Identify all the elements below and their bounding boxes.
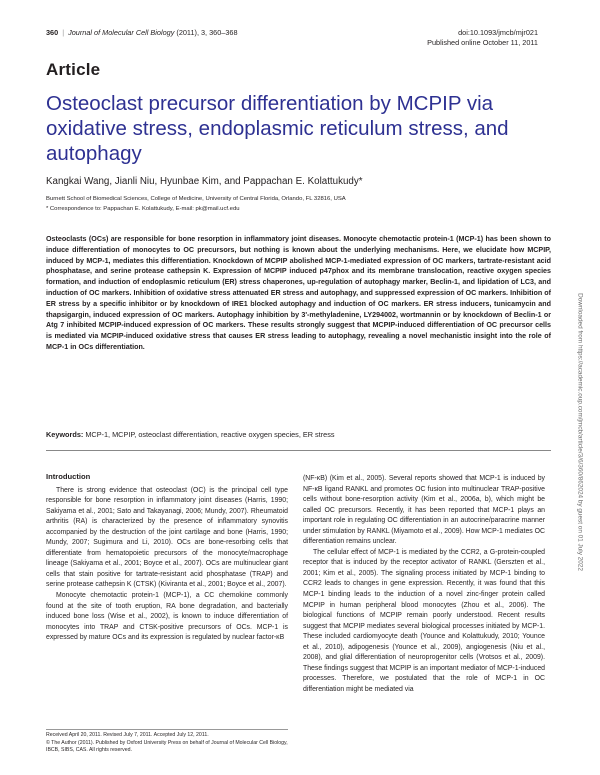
intro-heading: Introduction <box>46 472 91 481</box>
intro-paragraph-2: Monocyte chemotactic protein-1 (MCP-1), a CC chemokine commonly found at the site of tooth eruption, RA bone degradation, and bacterially induced bone loss (Wise et al., 2002), is known to induce differentiation of monocytes into TRAP and CTSK-positive precursors of OCs. MCP-1 is expressed by mature OCs and its expression is regulated by nuclear factor-κB <box>46 592 288 642</box>
doi-block <box>427 28 538 48</box>
journal-name: Journal of Molecular Cell Biology <box>68 28 175 37</box>
body-column-right <box>303 474 545 695</box>
keywords-line <box>46 430 335 439</box>
divider <box>46 450 551 451</box>
affiliation: Burnett School of Biomedical Sciences, College of Medicine, University of Central Florida, Orlando, FL 32816, USA <box>46 196 346 202</box>
body-column-left <box>46 472 288 644</box>
download-note: Downloaded from https://academic.oup.com/jmcb/article/3/6/360/862024 by guest on 01 July 2022 <box>576 293 584 571</box>
intro-paragraph-4: The cellular effect of MCP-1 is mediated by the CCR2, a G-protein-coupled receptor that is induced by the receptor activator of RANKL (Gerszten et al., 2001; Kim et al., 2005). The signaling process initiated by MCP-1 binding to CCR2 leads to changes in gene expression. Recently, it was found that this MCP-1 binding leads to the induction of a novel zinc-finger protein called MCPIP in human peripheral blood monocytes (Zhou et al., 2006). The biological functions of MCPIP remain poorly understood. Recent results suggest that MCPIP mediates several biological processes initiated by MCP-1. These included cardiomyocyte death (Younce and Kolattukudy, 2010; Younce et al., 2010), adipogenesis (Younce et al., 2009), angiogenesis (Niu et al., 2008), and glial differentiation of neuroprogenitor cells (Vrotsos et al., 2009). These findings suggest that MCPIP is an important mediator of MCP-1-induced processes. Therefore, we postulated that the role of MCP-1 in OC differentiation might be mediated via <box>303 548 545 693</box>
published-date: Published online October 11, 2011 <box>427 38 538 47</box>
abstract: Osteoclasts (OCs) are responsible for bone resorption in inflammatory joint diseases. Monocyte chemotactic protein-1 (MCP-1) has been shown to induce differentiation of monocytes to OC precursors, but nothing is known about the underlying mechanisms. Here, we elucidate how MCPIP, induced by MCP-1, mediates this differentiation. Knockdown of MCPIP abolished MCP-1-mediated expression of OC markers, tartrate-resistant acid phosphatase, and serine protease cathepsin K. Expression of MCPIP induced p47phox and its membrane translocation, reactive oxygen species formation, and induction of endoplasmic reticulum (ER) stress chaperones, up-regulation of autophagy marker, Beclin-1, and lipidation of LC3, and induction of OC markers. Inhibition of oxidative stress attenuated ER stress and autophagy, and suppressed expression of OC markers. Inhibition of ER stress by a specific inhibitor or by knockdown of IRE1 blocked autophagy and induction of OC markers. ER stress inducers, tunicamycin and thapsigargin, induced expression of OC markers. Autophagy inhibition by 3'-methyladenine, LY294002, wortmannin or by knockdown of Beclin-1 or Atg 7 inhibited MCPIP-induced expression of OC markers. These results strongly suggest that MCPIP-induced differentiation of OC precursor cells is mediated via MCPIP-induced oxidative stress that causes ER stress leading to autophagy, revealing a novel mechanistic insight into the role of MCP-1 in OCs differentiation. <box>46 235 551 351</box>
keywords: MCP-1, MCPIP, osteoclast differentiation, reactive oxygen species, ER stress <box>85 430 335 439</box>
doi[interactable]: doi:10.1093/jmcb/mjr021 <box>458 28 538 37</box>
author-list: Kangkai Wang, Jianli Niu, Hyunbae Kim, and Pappachan E. Kolattukudy* <box>46 176 363 187</box>
keywords-label: Keywords: <box>46 430 84 439</box>
copyright: © The Author (2011). Published by Oxford University Press on behalf of Journal of Molecular Cell Biology, IBCB, SIBS, CAS. All rights reserved. <box>46 739 288 754</box>
section-label: Article <box>46 60 101 79</box>
correspondence: * Correspondence to: Pappachan E. Kolattukudy, E-mail: pk@mail.ucf.edu <box>46 206 240 212</box>
page-number: 360 <box>46 28 59 37</box>
running-header <box>46 28 238 37</box>
header-separator: | <box>62 28 65 37</box>
download-watermark <box>574 222 586 642</box>
footnote <box>46 729 288 755</box>
intro-paragraph-1: There is strong evidence that osteoclast (OC) is the principal cell type responsible for bone resorption in inflammatory joint diseases (Harris, 1990; Sakiyama et al., 2001; Sato and Takayanagi, 2006; Mundy, 2007). Rheumatoid arthritis (RA) is characterized by the presence of inflammatory synovitis accompanied by the destruction of the joint cartilage and bone (Harris, 1990; Mundy, 2007; Sugimura and Li, 2010). OCs are bone-resorbing cells that differentiate from hematopoietic precursors of the monocyte/macrophage lineage (Sakiyama et al., 2001; Boyce et al., 2007). OCs are multinuclear giant cells that stain positive for tartrate-resistant acid phosphatase (TRAP) and serine protease cathepsin K (CTSK) (Kiviranta et al., 2001; Boyce et al., 2007). <box>46 486 288 589</box>
intro-paragraph-3: (NF-κB) (Kim et al., 2005). Several reports showed that MCP-1 is induced by NF-κB ligand RANKL and promotes OC fusion into multinuclear TRAP-positive cells without bone-resorption activity (Kim et al., 2006a, b), which might be called OC precursors. Recently, it has been reported that MCP-1 plays an important role in regulating OC differentiation in an autocrine/paracrine manner under stimulation by RANKL (Miyamoto et al., 2009). How MCP-1 mediates OC differentiation remains unclear. <box>303 475 545 546</box>
article-title: Osteoclast precursor differentiation by MCPIP via oxidative stress, endoplasmic reticulum stress, and autophagy <box>46 92 509 165</box>
affiliation-block <box>46 194 346 214</box>
received-dates: Received April 20, 2011. Revised July 7, 2011. Accepted July 12, 2011. <box>46 732 209 738</box>
journal-citation: (2011), 3, 360–368 <box>176 28 238 37</box>
